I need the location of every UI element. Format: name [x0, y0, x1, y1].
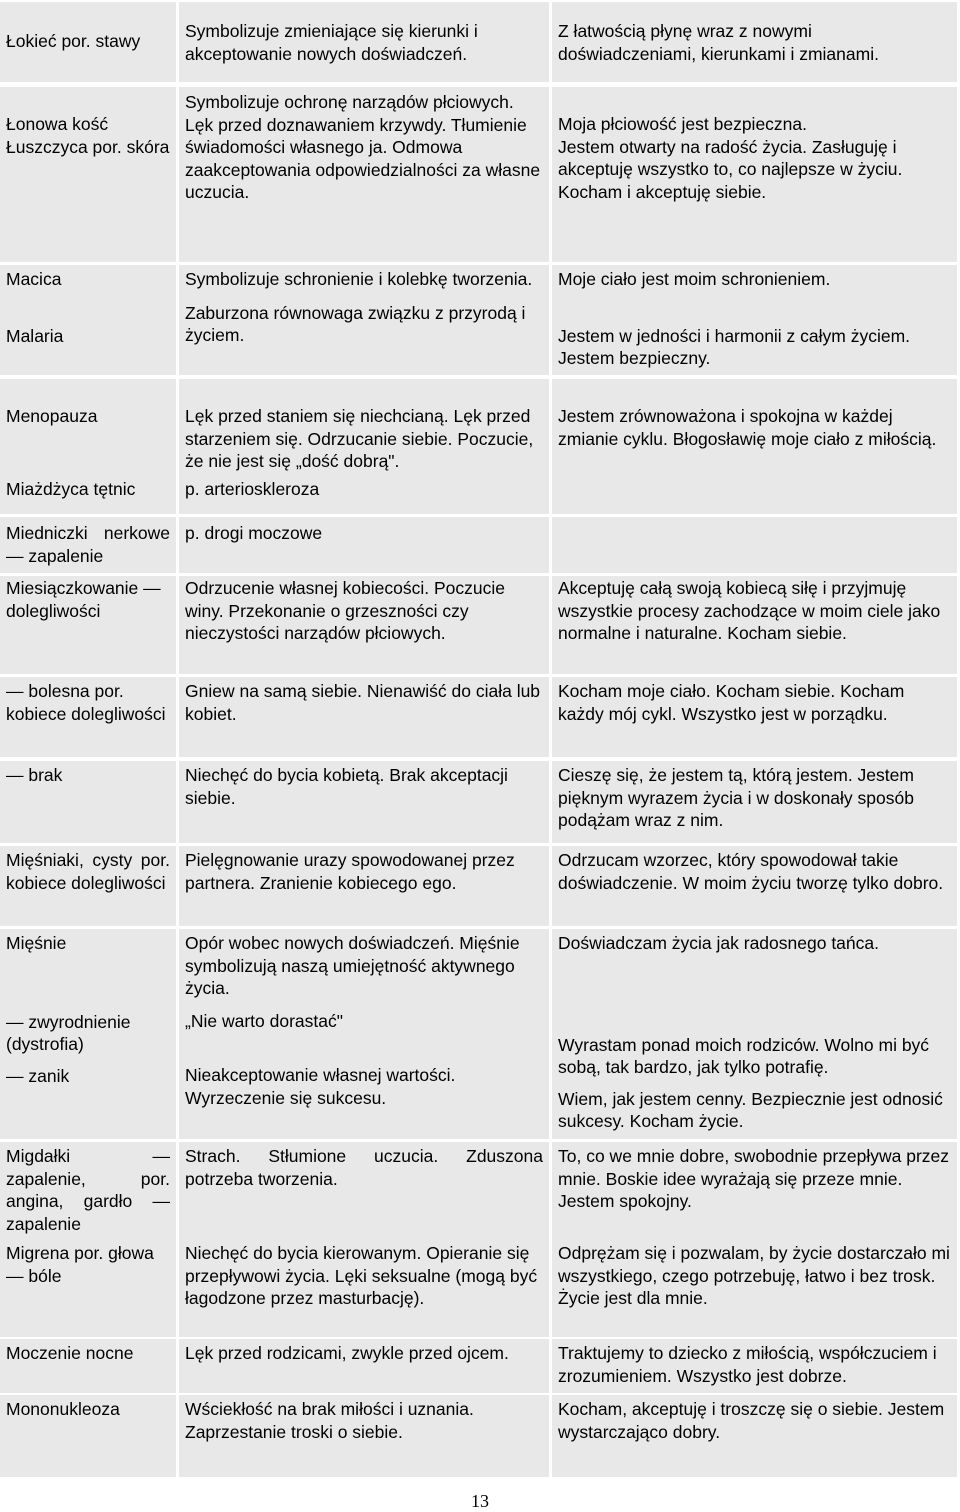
- cause-cell: [179, 677, 549, 757]
- cause-text: Lęk przed rodzicami, zwykle przed ojcem.: [185, 1343, 509, 1363]
- affirmation-cell: [552, 576, 957, 674]
- term-cell: [0, 1239, 176, 1337]
- affirmation-text: Wyrastam ponad moich rodziców. Wolno mi być sobą, tak bardzo, jak tylko potrafię.: [558, 1034, 934, 1078]
- cause-cell: [179, 1395, 549, 1477]
- cause-cell: [179, 846, 549, 926]
- term-text: Łokieć por. stawy: [6, 31, 141, 51]
- term-text: Miażdżyca tętnic: [6, 478, 136, 499]
- term-text: — zwyrodnienie (dystrofia): [6, 1011, 136, 1055]
- affirmation-cell: [552, 677, 957, 757]
- affirmation-text: Z łatwością płynę wraz z nowymi doświadczeniami, kierunkami i zmianami.: [558, 21, 879, 64]
- cause-text: Zaburzona równowaga związku z przyrodą i życiem.: [185, 302, 531, 346]
- table-row: [0, 1339, 960, 1393]
- affirmation-cell: [552, 1239, 957, 1337]
- cause-text: Opór wobec nowych doświadczeń. Mięśnie symbolizują naszą umiejętność aktywnego życia.: [185, 933, 525, 999]
- affirmation-text: To, co we mnie dobre, swobodnie przepływa przez mnie. Boskie idee wyrażają się przeze mnie. Jestem spokojny.: [558, 1146, 954, 1212]
- term-text: — zanik: [6, 1065, 70, 1086]
- cause-text: Niechęć do bycia kobietą. Brak akceptacji siebie.: [185, 765, 513, 808]
- table-row: [0, 1239, 960, 1337]
- table-row: [0, 265, 960, 375]
- affirmation-text: Kocham moje ciało. Kocham siebie. Kocham każdy mój cykl. Wszystko jest w porządku.: [558, 681, 910, 724]
- term-cell: [0, 576, 176, 674]
- term-cell: [0, 517, 176, 573]
- term-text: Migdałki — zapalenie, por. angina, gardło — zapalenie: [6, 1146, 175, 1234]
- affirmation-text: Odprężam się i pozwalam, by życie dostarczało mi wszystkiego, czego potrzebuję, łatwo i bez trosk. Życie jest dla mnie.: [558, 1243, 955, 1309]
- term-text: Mięśniaki, cysty por. kobiece dolegliwości: [6, 850, 175, 893]
- table-row: [0, 761, 960, 843]
- term-cell: [0, 846, 176, 926]
- cause-cell: [179, 379, 549, 514]
- term-cell: [0, 2, 176, 82]
- term-text: Miesiączkowanie — dolegliwości: [6, 578, 166, 621]
- table-row: [0, 846, 960, 926]
- term-cell: [0, 1395, 176, 1477]
- cause-text: Nieakceptowanie własnej wartości. Wyrzeczenie się sukcesu.: [185, 1065, 461, 1108]
- term-cell: [0, 87, 176, 262]
- table-row: [0, 929, 960, 1139]
- table-row: [0, 1395, 960, 1477]
- affirmation-text: Kocham, akceptuję i troszczę się o siebie. Jestem wystarczająco dobry.: [558, 1399, 950, 1442]
- cause-text: Symbolizuje ochronę narządów płciowych.: [185, 92, 514, 112]
- affirmation-text: Akceptuję całą swoją kobiecą siłę i przyjmuję wszystkie procesy zachodzące w moim ciele jako normalne i naturalne. Kocham siebie.: [558, 578, 946, 644]
- term-text: Mononukleoza: [6, 1399, 120, 1419]
- term-text: Łuszczyca por. skóra: [6, 136, 170, 157]
- term-cell: [0, 1339, 176, 1393]
- table-row: [0, 1142, 960, 1240]
- affirmation-cell: [552, 2, 957, 82]
- affirmation-cell: [552, 87, 957, 262]
- cause-text: Wściekłość na brak miłości i uznania. Zaprzestanie troski o siebie.: [185, 1399, 479, 1442]
- term-text: Moczenie nocne: [6, 1343, 134, 1363]
- table-row: [0, 677, 960, 757]
- term-text: Łonowa kość: [6, 114, 109, 134]
- affirmation-cell: [552, 517, 957, 573]
- term-text: — bolesna por. kobiece dolegliwości: [6, 681, 166, 724]
- page-number: 13: [471, 1491, 489, 1511]
- term-text: Macica: [6, 269, 62, 289]
- cause-text: p. arterioskleroza: [185, 478, 320, 499]
- term-cell: [0, 677, 176, 757]
- cause-text: Symbolizuje zmieniające się kierunki i akceptowanie nowych doświadczeń.: [185, 21, 483, 64]
- term-text: Mięśnie: [6, 933, 67, 953]
- affirmation-cell: [552, 846, 957, 926]
- cause-cell: [179, 2, 549, 82]
- affirmation-cell: [552, 1395, 957, 1477]
- cause-text: Gniew na samą siebie. Nienawiść do ciała lub kobiet.: [185, 681, 545, 724]
- affirmation-text: Jestem w jedności i harmonii z całym życiem. Jestem bezpieczny.: [558, 325, 915, 369]
- cause-text: Symbolizuje schronienie i kolebkę tworzenia.: [185, 269, 533, 289]
- term-text: Miedniczki nerkowe — zapalenie: [6, 523, 175, 566]
- table-row: [0, 87, 960, 262]
- cause-text: Lęk przed doznawaniem krzywdy. Tłumienie świadomości własnego ja. Odmowa zaakceptowania odpowiedzialności za własne uczucia.: [185, 114, 545, 203]
- term-text: Malaria: [6, 325, 64, 346]
- affirmation-text: Jestem zrównoważona i spokojna w każdej zmianie cyklu. Błogosławię moje ciało z miłością.: [558, 406, 937, 449]
- cause-cell: [179, 87, 549, 262]
- term-cell: [0, 379, 176, 514]
- term-cell: [0, 1142, 176, 1240]
- cause-text: Niechęć do bycia kierowanym. Opieranie się przepływowi życia. Lęki seksualne (mogą być łagodzone przez masturbację).: [185, 1243, 542, 1309]
- term-text: Menopauza: [6, 406, 98, 426]
- affirmation-text: Jestem otwarty na radość życia. Zasługuję i akceptuję wszystko to, co najlepsze w życiu. Kocham i akceptuję siebie.: [558, 136, 908, 202]
- table-row: [0, 2, 960, 82]
- cause-text: Pielęgnowanie urazy spowodowanej przez partnera. Zranienie kobiecego ego.: [185, 850, 520, 893]
- affirmation-cell: [552, 761, 957, 843]
- affirmation-text: Moje ciało jest moim schronieniem.: [558, 269, 831, 289]
- cause-text: Strach. Stłumione uczucia. Zduszona potrzeba tworzenia.: [185, 1146, 548, 1189]
- affirmation-text: Wiem, jak jestem cenny. Bezpiecznie jest odnosić sukcesy. Kocham życie.: [558, 1088, 948, 1132]
- cause-cell: [179, 1239, 549, 1337]
- term-cell: [0, 929, 176, 1139]
- cause-cell: [179, 517, 549, 573]
- cause-text: Lęk przed staniem się niechcianą. Lęk przed starzeniem się. Odrzucanie siebie. Poczucie, że nie jest się „dość dobrą".: [185, 406, 539, 472]
- cause-cell: [179, 1339, 549, 1393]
- cause-cell: [179, 576, 549, 674]
- cause-text: p. drogi moczowe: [185, 523, 323, 543]
- affirmation-text: Moja płciowość jest bezpieczna.: [558, 114, 808, 134]
- cause-cell: [179, 929, 549, 1139]
- table-row: [0, 517, 960, 573]
- cause-cell: [179, 761, 549, 843]
- table-row: [0, 576, 960, 674]
- affirmation-text: Odrzucam wzorzec, który spowodował takie doświadczenie. W moim życiu tworzę tylko dobro.: [558, 850, 944, 893]
- term-text: Migrena por. głowa — bóle: [6, 1243, 159, 1286]
- affirmation-cell: [552, 1142, 957, 1240]
- affirmation-text: Doświadczam życia jak radosnego tańca.: [558, 933, 879, 953]
- term-cell: [0, 265, 176, 375]
- cause-cell: [179, 1142, 549, 1240]
- cause-text: Odrzucenie własnej kobiecości. Poczucie winy. Przekonanie o grzeszności czy nieczystości narządów płciowych.: [185, 578, 510, 644]
- affirmation-cell: [552, 1339, 957, 1393]
- affirmation-text: Traktujemy to dziecko z miłością, współczuciem i zrozumieniem. Wszystko jest dobrze.: [558, 1343, 942, 1386]
- affirmation-text: Cieszę się, że jestem tą, którą jestem. Jestem pięknym wyrazem życia i w doskonały sposób podążam wraz z nim.: [558, 765, 919, 831]
- affirmation-cell: [552, 265, 957, 375]
- term-cell: [0, 761, 176, 843]
- affirmation-cell: [552, 379, 957, 514]
- cause-text: „Nie warto dorastać": [185, 1010, 343, 1031]
- cause-cell: [179, 265, 549, 375]
- table-row: [0, 379, 960, 514]
- affirmation-cell: [552, 929, 957, 1139]
- term-text: — brak: [6, 765, 63, 785]
